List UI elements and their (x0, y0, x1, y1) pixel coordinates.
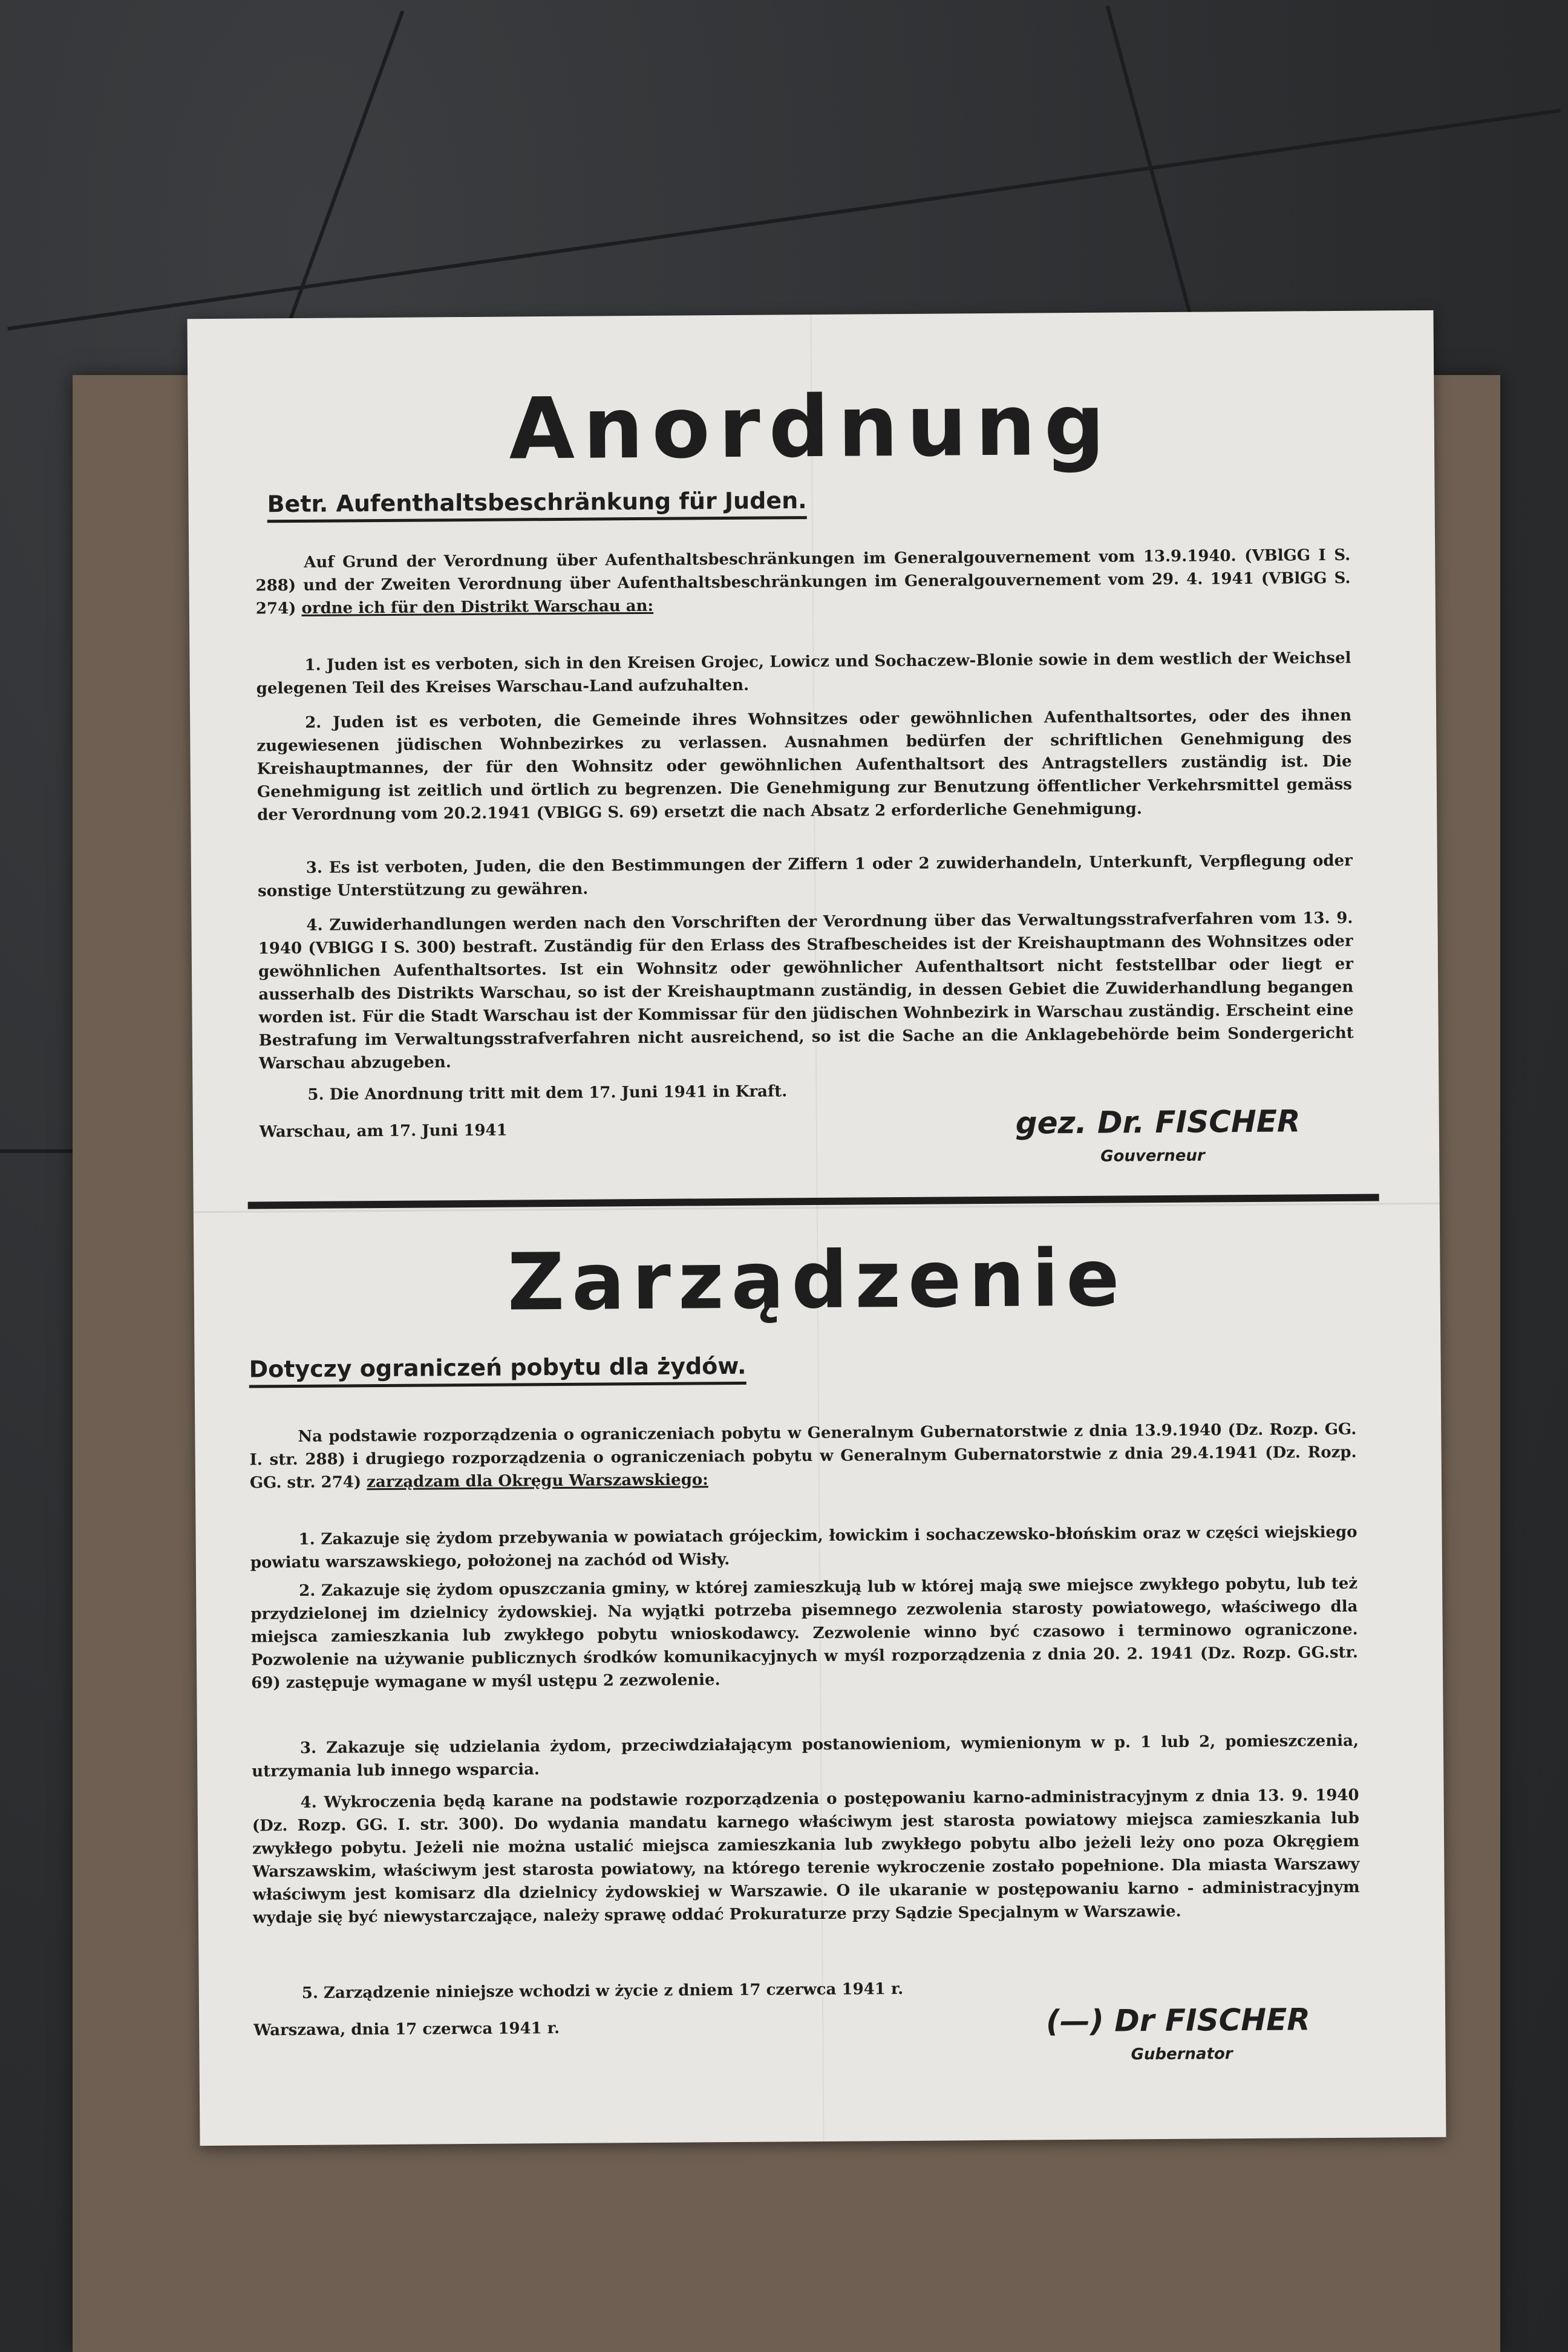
polish-paragraph-4: 4. Wykroczenia będą karane na podstawie rozporządzenia o postępowaniu karno-administracyjnym z dnia 13. 9. 1940 (Dz. Rozp. GG. I. str. 300). Do wydania mandatu karnego właściwym jest starosta powiatowy miejsca zamieszkania lub zwykłego pobytu. Jeżeli nie można ustalić miejsca zamieszkania lub zwykłego pobytu albo jeżeli leży ono poza Okręgiem Warszawskim, właściwym jest starosta powiatowy, na którego terenie wykroczenie zostało popełnione. Dla miasta Warszawy właściwym jest komisarz dla dzielnicy żydowskiej w Warszawie. O ile ukaranie w postępowaniu karno - administracyjnym wydaje się być niewystarczające, należy sprawę oddać Prokuraturze przy Sądzie Specjalnym w Warszawie. (252, 1786, 1360, 1927)
polish-paragraph-1: 1. Zakazuje się żydom przebywania w powiatach grójeckim, łowickim i sochaczewsko-błońskim oraz w części wiejskiego powiatu warszawskiego, położonej na zachód od Wisły. (250, 1523, 1357, 1572)
german-paragraph-5: 5. Die Anordnung tritt mit dem 17. Juni 1941 in Kraft. (307, 1082, 788, 1104)
german-paragraph-3: 3. Es ist verboten, Juden, die den Bestimmungen der Ziffern 1 oder 2 zuwiderhandeln, Unterkunft, Verpflegung oder sonstige Unterstützung zu gewähren. (257, 851, 1353, 901)
polish-place-date: Warszawa, dnia 17 czerwca 1941 r. (253, 2019, 560, 2040)
german-paragraph-1: 1. Juden ist es verboten, sich in den Kreisen Grojec, Lowicz und Sochaczew-Blonie sowie in dem westlich der Weichsel gelegenen Teil des Kreises Warschau-Land aufzuhalten. (256, 648, 1351, 698)
polish-signature-title: Gubernator (1131, 2045, 1233, 2064)
pavement-joint (0, 1149, 79, 1153)
polish-intro-order: zarządzam dla Okręgu Warszawskiego: (367, 1471, 708, 1492)
polish-signature: (—) Dr FISCHER (1045, 2002, 1311, 2039)
german-intro-order: ordne ich für den Distrikt Warschau an: (301, 596, 654, 618)
german-paragraph-4: 4. Zuwiderhandlungen werden nach den Vorschriften der Verordnung über das Verwaltungsstrafverfahren vom 13. 9. 1940 (VBlGG I S. 300) bestraft. Zuständig für den Erlass des Strafbescheides ist der Kreishauptmann des Wohnsitzes oder gewöhnlichen Aufenthaltsortes. Ist ein Wohnsitz oder gewöhnlicher Aufenthaltsort nicht feststellbar oder liegt er ausserhalb des Distrikts Warschau, so ist der Kreishauptmann zuständig, in dessen Gebiet die Zuwiderhandlung begangen worden ist. Für die Stadt Warschau ist der Kommissar für den jüdischen Wohnbezirk in Warschau zuständig. Erscheint eine Bestrafung im Verwaltungsstrafverfahren nicht ausreichend, so ist die Sache an die Anklagebehörde beim Sondergericht Warschau abzugeben. (258, 909, 1354, 1073)
poster (187, 310, 1446, 2146)
pavement-joint (277, 10, 405, 353)
polish-title: Zarządzenie (507, 1232, 1127, 1328)
german-intro: Auf Grund der Verordnung über Aufenthaltsbeschränkungen im Generalgouvernement vom 13.9.1940. (VBlGG I S. 288) und der Zweiten Verordnung über Aufenthaltsbeschränkungen im Generalgouvernement vom 29. 4. 1941 (VBlGG S. 274) ordne ich für den Distrikt Warschau an: (255, 546, 1351, 618)
polish-intro: Na podstawie rozporządzenia o ograniczeniach pobytu w Generalnym Gubernatorstwie z dnia 13.9.1940 (Dz. Rozp. GG. I. str. 288) i drugiego rozporządzenia o ograniczeniach pobytu w Generalnym Gubernatorstwie z dnia 29.4.1941 (Dz. Rozp. GG. str. 274) zarządzam dla Okręgu Warszawskiego: (249, 1420, 1357, 1492)
polish-paragraph-2: 2. Zakazuje się żydom opuszczania gminy, w której zamieszkują lub w której mają swe miejsce zwykłego pobytu, lub też przydzielonej im dzielnicy żydowskiej. Na wyjątki potrzeba pisemnego zezwolenia starosty powiatowego, właściwego dla miejsca zamieszkania lub zwykłego pobytu wnioskodawcy. Zezwolenie winno być czasowo i terminowo ograniczone. Pozwolenie na używanie publicznych środków komunikacyjnych w myśl rozporządzenia z dnia 20. 2. 1941 (Dz. Rozp. GG.str. 69) zastępuje wymagane w myśl ustępu 2 zezwolenie. (250, 1574, 1359, 1693)
polish-subtitle: Dotyczy ograniczeń pobytu dla żydów. (249, 1353, 746, 1388)
german-paragraph-2: 2. Juden ist es verboten, die Gemeinde ihres Wohnsitzes oder gewöhnlichen Aufenthaltsortes, oder des ihnen zugewiesenen jüdischen Wohnbezirkes zu verlassen. Ausnahmen bedürfen der schriftlichen Genehmigung des Kreishauptmannes, der für den Wohnsitz oder gewöhnlichen Aufenthaltsort des Antragstellers zuständig ist. Die Genehmigung ist zeitlich und örtlich zu begrenzen. Die Genehmigung zur Benutzung öffentlicher Verkehrsmittel gemäss der Verordnung vom 20.2.1941 (VBlGG S. 69) ersetzt die nach Absatz 2 erforderliche Genehmigung. (256, 706, 1353, 825)
german-subtitle: Betr. Aufenthaltsbeschränkung für Juden. (267, 487, 806, 523)
german-title: Anordnung (508, 376, 1114, 479)
pavement-joint (7, 109, 1561, 331)
german-place-date: Warschau, am 17. Juni 1941 (259, 1121, 508, 1142)
polish-paragraph-5: 5. Zarządzenie niniejsze wchodzi w życie z dniem 17 czerwca 1941 r. (301, 1980, 904, 2002)
german-signature: gez. Dr. FISCHER (1015, 1103, 1301, 1141)
polish-paragraph-3: 3. Zakazuje się udzielania żydom, przeciwdziałającym postanowieniom, wymienionym w p. 1 lub 2, pomieszczenia, utrzymania lub innego wsparcia. (252, 1731, 1359, 1781)
pavement-joint (1106, 5, 1197, 333)
german-signature-title: Gouverneur (1100, 1146, 1205, 1166)
